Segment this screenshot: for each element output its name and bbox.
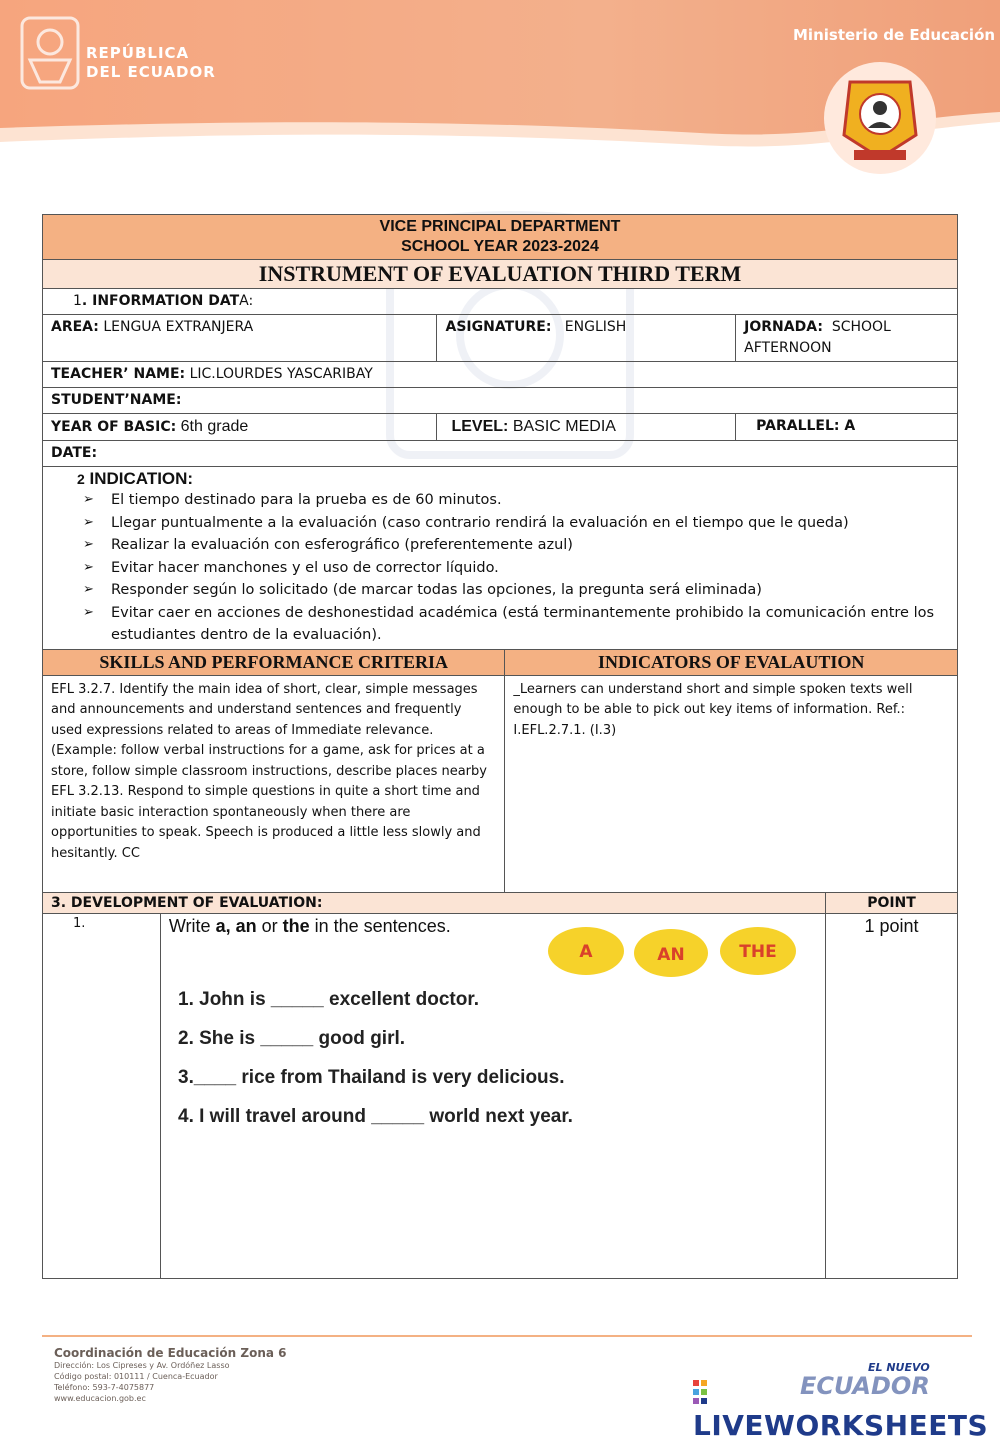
skills-header: SKILLS AND PERFORMANCE CRITERIA bbox=[43, 649, 505, 675]
instruction-a-an: a, an bbox=[215, 915, 257, 936]
sentence-item[interactable]: 1. John is _____ excellent doctor. bbox=[178, 989, 479, 1010]
indication-title: INDICATION: bbox=[89, 469, 194, 488]
nuevo-small-text: EL NUEVO bbox=[868, 1361, 930, 1374]
teacher-label: TEACHER’ NAME: bbox=[51, 366, 186, 382]
department-header bbox=[43, 215, 958, 260]
republica-label bbox=[86, 44, 216, 82]
question-number: 1. bbox=[43, 913, 161, 1278]
asignature-cell bbox=[437, 315, 736, 362]
teacher-cell bbox=[43, 362, 958, 388]
info-section-title: . INFORMATION DAT bbox=[81, 293, 240, 309]
instruction-mid: or bbox=[256, 915, 283, 936]
sentence-item[interactable]: 3.____ rice from Thailand is very delicious. bbox=[178, 1067, 565, 1088]
instrument-title: INSTRUMENT OF EVALUATION THIRD TERM bbox=[43, 260, 958, 289]
option-an-label: AN bbox=[657, 945, 685, 965]
student-name-field[interactable] bbox=[43, 388, 958, 414]
liveworksheets-logo[interactable] bbox=[693, 1376, 1000, 1442]
indicators-cell: _Learners can understand short and simple spoken texts well enough to be able to pick out key items of information. Ref.: I.EFL.2.7.1. (I.3) bbox=[505, 675, 958, 892]
point-header: POINT bbox=[826, 892, 958, 913]
school-crest-logo bbox=[824, 62, 936, 174]
option-the-label: THE bbox=[739, 942, 777, 962]
nuevo-big-text: ECUADOR bbox=[800, 1372, 930, 1400]
area-cell bbox=[43, 315, 437, 362]
instruction-the: the bbox=[282, 915, 310, 936]
indication-item: ➢ Evitar hacer manchones y el uso de corrector líquido. bbox=[83, 557, 947, 580]
footer-address: Dirección: Los Cipreses y Av. Ordóñez Lasso bbox=[54, 1361, 230, 1370]
footer-title: Coordinación de Educación Zona 6 bbox=[54, 1346, 287, 1360]
information-data-heading bbox=[43, 289, 958, 315]
ministerio-label: Ministerio de Educación bbox=[793, 26, 996, 44]
skills-criterion-2: EFL 3.2.13. Respond to simple questions in quite a short time and initiate basic interaction spontaneously when there are opportunities to speak. Speech is produced a little less slowly and hesitantly. CC bbox=[51, 784, 481, 861]
indication-item: ➢ Realizar la evaluación con esferográfico (preferentemente azul) bbox=[83, 534, 947, 557]
article-options bbox=[546, 924, 796, 979]
parallel-cell: PARALLEL: A bbox=[736, 414, 958, 441]
department-title: VICE PRINCIPAL DEPARTMENT bbox=[379, 218, 621, 235]
info-section-number: 1 bbox=[73, 293, 82, 309]
school-year: SCHOOL YEAR 2023-2024 bbox=[401, 238, 599, 255]
instruction-pre: Write bbox=[168, 915, 216, 936]
skills-criterion-1: EFL 3.2.7. Identify the main idea of short, clear, simple messages and announcements and understand sentences and frequently used expressions related to areas of Immediate relevance. (Example: follow verbal instructions for a game, ask for prices at a store, follow simple classroom instructions, describe places nearby bbox=[51, 681, 487, 779]
instruction-post: in the sentences. bbox=[309, 915, 451, 936]
option-a-bubble bbox=[548, 927, 624, 975]
asignature-label: ASIGNATURE: bbox=[445, 319, 552, 335]
jornada-value: SCHOOL AFTERNOON bbox=[744, 319, 891, 356]
indication-number: 2 bbox=[77, 471, 85, 487]
points-value: 1 point bbox=[826, 913, 958, 1278]
footer-postal: Código postal: 010111 / Cuenca-Ecuador bbox=[54, 1372, 218, 1381]
exercise-sentences bbox=[178, 980, 573, 1136]
date-label: DATE: bbox=[51, 445, 98, 461]
teacher-value: LIC.LOURDES YASCARIBAY bbox=[189, 366, 373, 382]
indication-item: ➢ El tiempo destinado para la prueba es de 60 minutos. bbox=[83, 489, 947, 512]
year-cell bbox=[43, 414, 437, 441]
indication-item: ➢ Evitar caer en acciones de deshonestidad académica (está terminantemente prohibido la comunicación entre los estudiantes dentro de la evaluación). bbox=[83, 602, 947, 647]
footer-divider bbox=[42, 1335, 972, 1337]
option-an-bubble bbox=[634, 929, 708, 977]
footer-phone: Teléfono: 593-7-4075877 bbox=[54, 1383, 155, 1392]
indication-heading bbox=[77, 469, 947, 489]
indication-item: ➢ Llegar puntualmente a la evaluación (caso contrario rendirá la evaluación en el tiempo que le queda) bbox=[83, 512, 947, 535]
student-name-label: STUDENT’NAME: bbox=[51, 392, 182, 408]
liveworksheets-text: LIVEWORKSHEETS bbox=[693, 1409, 989, 1442]
asignature-value: ENGLISH bbox=[564, 319, 627, 335]
option-the-bubble bbox=[720, 927, 796, 975]
level-cell bbox=[437, 414, 736, 441]
info-section-title-end: A: bbox=[239, 293, 254, 309]
level-value: BASIC MEDIA bbox=[512, 418, 616, 435]
indication-item: ➢ Responder según lo solicitado (de marcar todas las opciones, la pregunta será eliminada) bbox=[83, 579, 947, 602]
jornada-cell bbox=[736, 315, 958, 362]
indicators-header: INDICATORS OF EVALAUTION bbox=[505, 649, 958, 675]
level-label: LEVEL: bbox=[451, 418, 509, 435]
area-value: LENGUA EXTRANJERA bbox=[103, 319, 254, 335]
year-value: 6th grade bbox=[180, 418, 249, 435]
jornada-label: JORNADA: bbox=[744, 319, 823, 335]
republica-line-1: REPÚBLICA bbox=[86, 44, 190, 62]
development-header: 3. DEVELOPMENT OF EVALUATION: bbox=[43, 892, 826, 913]
indication-section bbox=[43, 467, 958, 650]
republica-line-2: DEL ECUADOR bbox=[86, 63, 216, 81]
skills-criteria-cell bbox=[43, 675, 505, 892]
header-banner bbox=[0, 0, 1000, 190]
year-label: YEAR OF BASIC: bbox=[51, 419, 177, 435]
option-a-label: A bbox=[579, 942, 593, 962]
sentence-item[interactable]: 4. I will travel around _____ world next year. bbox=[178, 1106, 573, 1127]
indication-list bbox=[77, 489, 947, 647]
liveworksheets-grid-icon bbox=[693, 1380, 707, 1404]
footer-contact bbox=[54, 1346, 287, 1404]
footer-website: www.educacion.gob.ec bbox=[54, 1394, 146, 1403]
sentence-item[interactable]: 2. She is _____ good girl. bbox=[178, 1028, 406, 1049]
area-label: AREA: bbox=[51, 319, 99, 335]
date-field[interactable] bbox=[43, 441, 958, 467]
